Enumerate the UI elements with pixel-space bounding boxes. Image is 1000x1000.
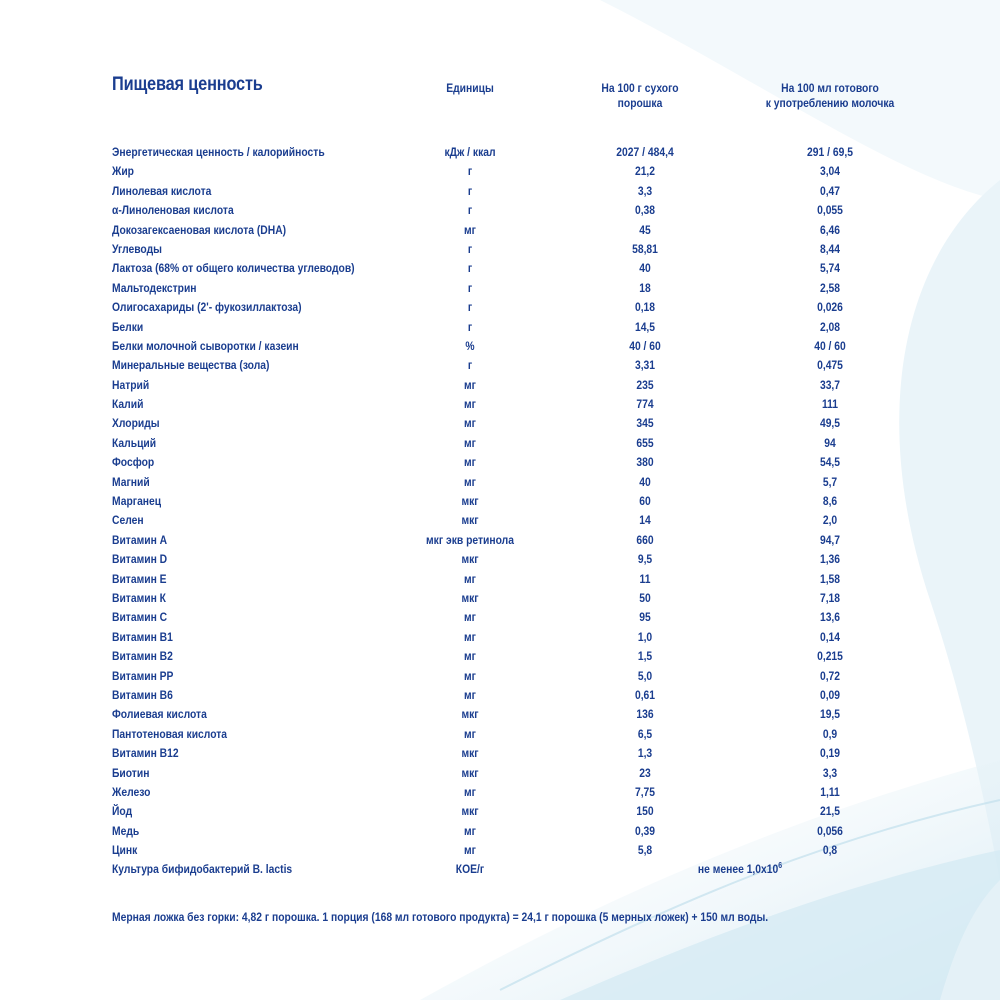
table-row: [0, 822, 1000, 841]
value-per-100ml: 2,08: [819, 319, 841, 334]
value-per-100g: 774: [636, 397, 654, 412]
nutrient-name: Железо: [112, 784, 151, 799]
table-row: [0, 240, 1000, 259]
table-row: [0, 279, 1000, 298]
value-per-100ml: 2,0: [822, 513, 838, 528]
value-per-100ml: 1,36: [819, 552, 841, 567]
table-row: [0, 298, 1000, 317]
nutrient-unit: г: [467, 261, 473, 276]
value-per-100g: 3,3: [637, 183, 653, 198]
table-row: [0, 414, 1000, 433]
nutrient-name: Кальций: [112, 435, 157, 450]
nutrient-name: Биотин: [112, 765, 150, 780]
value-per-100ml: 19,5: [819, 707, 841, 722]
value-per-100ml: 111: [821, 397, 839, 412]
value-per-100ml: 7,18: [819, 590, 841, 605]
nutrient-name: Витамин РР: [112, 668, 174, 683]
nutrient-unit: мг: [464, 726, 476, 741]
value-per-100ml: 0,72: [819, 668, 841, 683]
table-row: [0, 764, 1000, 783]
nutrient-unit: г: [467, 203, 473, 218]
nutrient-unit: мг: [464, 377, 476, 392]
value-per-100g: 7,75: [634, 784, 656, 799]
table-row: [0, 473, 1000, 492]
value-per-100g: 136: [636, 707, 654, 722]
value-per-100ml: 94: [824, 435, 836, 450]
table-row: [0, 667, 1000, 686]
nutrient-name: Жир: [112, 164, 134, 179]
table-row: [0, 201, 1000, 220]
nutrient-unit: мг: [464, 474, 476, 489]
table-row: [0, 705, 1000, 724]
value-per-100ml: 0,14: [819, 629, 841, 644]
value-per-100g: 1,5: [637, 649, 653, 664]
value-per-100g: 1,0: [637, 629, 653, 644]
value-per-100ml: 1,58: [819, 571, 841, 586]
nutrient-unit: г: [467, 300, 473, 315]
nutrient-unit: г: [467, 358, 473, 373]
nutrient-unit: кДж / ккал: [444, 145, 496, 159]
value-per-100g: 380: [636, 455, 654, 470]
table-row: [0, 647, 1000, 666]
table-row: [0, 318, 1000, 337]
value-per-100ml: 5,74: [819, 261, 841, 276]
value-per-100g: 5,0: [637, 668, 653, 683]
value-per-100ml: 1,11: [820, 784, 840, 799]
nutrient-name: Фосфор: [112, 455, 155, 470]
table-row: [0, 841, 1000, 860]
value-per-100g: 2027 / 484,4: [616, 145, 674, 159]
value-per-100g: 150: [636, 804, 654, 819]
value-per-100ml: 3,04: [819, 164, 841, 179]
column-header-dry-line2: порошка: [617, 96, 663, 110]
bifido-value-text: не менее 1,0x10: [697, 862, 779, 877]
nutrient-name: Минеральные вещества (зола): [112, 358, 270, 373]
nutrient-unit: г: [467, 280, 473, 295]
value-per-100g: 40: [639, 474, 651, 489]
bifido-value: [654, 862, 826, 876]
nutrient-unit: мг: [464, 610, 476, 625]
table-row-bifido: [0, 860, 1000, 879]
value-per-100ml: 0,8: [822, 843, 838, 858]
table-row: [0, 725, 1000, 744]
table-row: [0, 608, 1000, 627]
value-per-100ml: 8,44: [819, 241, 841, 256]
nutrient-unit: мг: [464, 843, 476, 858]
nutrient-name: Мальтодекстрин: [112, 280, 197, 295]
value-per-100ml: 0,47: [819, 183, 841, 198]
table-row: [0, 570, 1000, 589]
value-per-100ml: 2,58: [819, 280, 841, 295]
nutrient-unit: г: [467, 183, 473, 198]
value-per-100ml: 8,6: [822, 494, 838, 509]
value-per-100ml: 94,7: [819, 532, 841, 547]
table-row: [0, 531, 1000, 550]
value-per-100ml: 21,5: [819, 804, 841, 819]
nutrient-name: Витамин С: [112, 610, 168, 625]
nutrient-name: Йод: [112, 804, 133, 819]
nutrient-name: Белки молочной сыворотки / казеин: [112, 338, 299, 353]
nutrient-name: Витамин Е: [112, 571, 167, 586]
bifido-exponent: 6: [778, 861, 783, 871]
nutrient-unit: мкг: [461, 804, 479, 819]
value-per-100g: 60: [639, 494, 651, 509]
nutrient-unit: мкг: [461, 552, 479, 567]
value-per-100g: 9,5: [637, 552, 653, 567]
value-per-100g: 14,5: [634, 319, 656, 334]
value-per-100ml: 0,215: [817, 649, 843, 664]
value-per-100ml: 0,475: [817, 358, 843, 373]
nutrient-unit: мг: [464, 571, 476, 586]
value-per-100ml: 54,5: [819, 455, 841, 470]
table-row: [0, 686, 1000, 705]
column-header-dry: [571, 81, 709, 111]
value-per-100g: 660: [636, 532, 654, 547]
value-per-100g: 11: [639, 571, 651, 586]
nutrient-name: Культура бифидобактерий B. lactis: [112, 862, 293, 877]
nutrient-unit: мг: [464, 823, 476, 838]
value-per-100ml: 0,055: [817, 203, 843, 218]
table-row: [0, 783, 1000, 802]
nutrient-name: Калий: [112, 397, 144, 412]
nutrient-name: Селен: [112, 513, 144, 528]
nutrient-unit: мкг: [461, 590, 479, 605]
table-row: [0, 356, 1000, 375]
nutrient-unit: г: [467, 241, 473, 256]
nutrient-unit: г: [467, 164, 473, 179]
nutrient-name: Лактоза (68% от общего количества углеводов): [112, 261, 355, 276]
nutrient-name: Натрий: [112, 377, 150, 392]
value-per-100g: 6,5: [637, 726, 653, 741]
value-per-100g: 50: [639, 590, 651, 605]
column-header-ready-line1: На 100 мл готового: [781, 81, 879, 95]
value-per-100ml: 0,056: [817, 823, 843, 838]
nutrient-name: Витамин А: [112, 532, 168, 547]
nutrient-name: Фолиевая кислота: [112, 707, 207, 722]
nutrient-name: Энергетическая ценность / калорийность: [112, 145, 325, 159]
table-row: [0, 376, 1000, 395]
nutrient-unit: мг: [464, 455, 476, 470]
column-header-ready-line2: к употреблению молочка: [765, 96, 895, 110]
nutrient-unit: мкг: [461, 513, 479, 528]
table-row: [0, 628, 1000, 647]
value-per-100g: 40 / 60: [629, 338, 661, 353]
value-per-100ml: 0,19: [819, 746, 841, 761]
nutrient-name: Витамин D: [112, 552, 168, 567]
value-per-100g: 95: [639, 610, 651, 625]
nutrient-name: Пантотеновая кислота: [112, 726, 228, 741]
table-row: [0, 395, 1000, 414]
value-per-100ml: 13,6: [819, 610, 841, 625]
table-row: [0, 162, 1000, 181]
value-per-100g: 14: [639, 513, 651, 528]
nutrient-name: Марганец: [112, 494, 162, 509]
nutrient-name: Олигосахариды (2'- фукозиллактоза): [112, 300, 302, 315]
value-per-100ml: 5,7: [822, 474, 838, 489]
nutrient-unit: мг: [464, 397, 476, 412]
nutrient-name: Витамин В2: [112, 649, 173, 664]
value-per-100ml: 6,46: [819, 222, 841, 237]
value-per-100g: 58,81: [632, 241, 658, 256]
nutrient-name: Витамин В12: [112, 746, 179, 761]
value-per-100g: 1,3: [637, 746, 653, 761]
value-per-100ml: 0,9: [822, 726, 838, 741]
value-per-100g: 21,2: [634, 164, 656, 179]
table-row: [0, 434, 1000, 453]
nutrient-unit: мг: [464, 687, 476, 702]
value-per-100g: 40: [639, 261, 651, 276]
nutrient-unit: мкг: [461, 494, 479, 509]
value-per-100g: 345: [636, 416, 654, 431]
value-per-100ml: 291 / 69,5: [807, 145, 853, 159]
nutrient-unit: мг: [464, 784, 476, 799]
nutrient-name: Докозагексаеновая кислота (DHA): [112, 222, 287, 237]
value-per-100ml: 0,026: [817, 300, 843, 315]
value-per-100g: 235: [636, 377, 654, 392]
table-row: [0, 550, 1000, 569]
nutrient-unit: мг: [464, 435, 476, 450]
table-row: [0, 802, 1000, 821]
table-row: [0, 589, 1000, 608]
value-per-100ml: 3,3: [822, 765, 838, 780]
value-per-100ml: 40 / 60: [814, 338, 846, 353]
nutrient-unit: КОЕ/г: [455, 862, 485, 877]
table-row: [0, 182, 1000, 201]
column-header-dry-line1: На 100 г сухого: [601, 81, 679, 95]
nutrient-name: Магний: [112, 474, 150, 489]
nutrient-unit: мг: [464, 222, 476, 237]
serving-footnote: Мерная ложка без горки: 4,82 г порошка. 1 порция (168 мл готового продукта) = 24,1 г порошка (5 мерных ложек) + 150 мл воды.: [112, 910, 769, 924]
value-per-100g: 0,18: [634, 300, 656, 315]
nutrient-name: Углеводы: [112, 241, 162, 256]
nutrient-unit: мг: [464, 629, 476, 644]
nutrient-name: Цинк: [112, 843, 138, 858]
table-row: [0, 511, 1000, 530]
table-row: [0, 143, 1000, 162]
table-row: [0, 492, 1000, 511]
page-title: Пищевая ценность: [112, 74, 263, 95]
nutrient-unit: г: [467, 319, 473, 334]
nutrient-name: Витамин В1: [112, 629, 173, 644]
nutrient-unit: мкг экв ретинола: [426, 532, 514, 547]
value-per-100g: 0,38: [634, 203, 656, 218]
table-row: [0, 259, 1000, 278]
table-row: [0, 453, 1000, 472]
value-per-100g: 5,8: [637, 843, 653, 858]
value-per-100ml: 49,5: [819, 416, 841, 431]
nutrient-name: Хлориды: [112, 416, 160, 431]
nutrient-name: Белки: [112, 319, 144, 334]
nutrient-unit: мг: [464, 668, 476, 683]
value-per-100g: 0,39: [634, 823, 656, 838]
value-per-100g: 45: [639, 222, 651, 237]
nutrient-unit: мг: [464, 416, 476, 431]
nutrient-name: α-Линоленовая кислота: [112, 203, 234, 218]
value-per-100ml: 0,09: [819, 687, 841, 702]
table-row: [0, 221, 1000, 240]
nutrition-table: [0, 143, 1000, 880]
table-row: [0, 337, 1000, 356]
nutrient-name: Витамин В6: [112, 687, 173, 702]
nutrient-name: Линолевая кислота: [112, 183, 212, 198]
value-per-100g: 23: [639, 765, 651, 780]
nutrient-unit: %: [465, 338, 475, 353]
value-per-100g: 0,61: [634, 687, 656, 702]
nutrient-unit: мкг: [461, 765, 479, 780]
value-per-100g: 3,31: [634, 358, 656, 373]
column-header-units: Единицы: [446, 81, 494, 95]
table-row: [0, 744, 1000, 763]
value-per-100g: 18: [639, 280, 651, 295]
value-per-100g: 655: [636, 435, 654, 450]
nutrient-name: Медь: [112, 823, 140, 838]
nutrient-unit: мкг: [461, 746, 479, 761]
nutrient-unit: мкг: [461, 707, 479, 722]
nutrient-unit: мг: [464, 649, 476, 664]
column-header-ready: [735, 81, 924, 111]
value-per-100ml: 33,7: [819, 377, 841, 392]
nutrient-name: Витамин К: [112, 590, 166, 605]
